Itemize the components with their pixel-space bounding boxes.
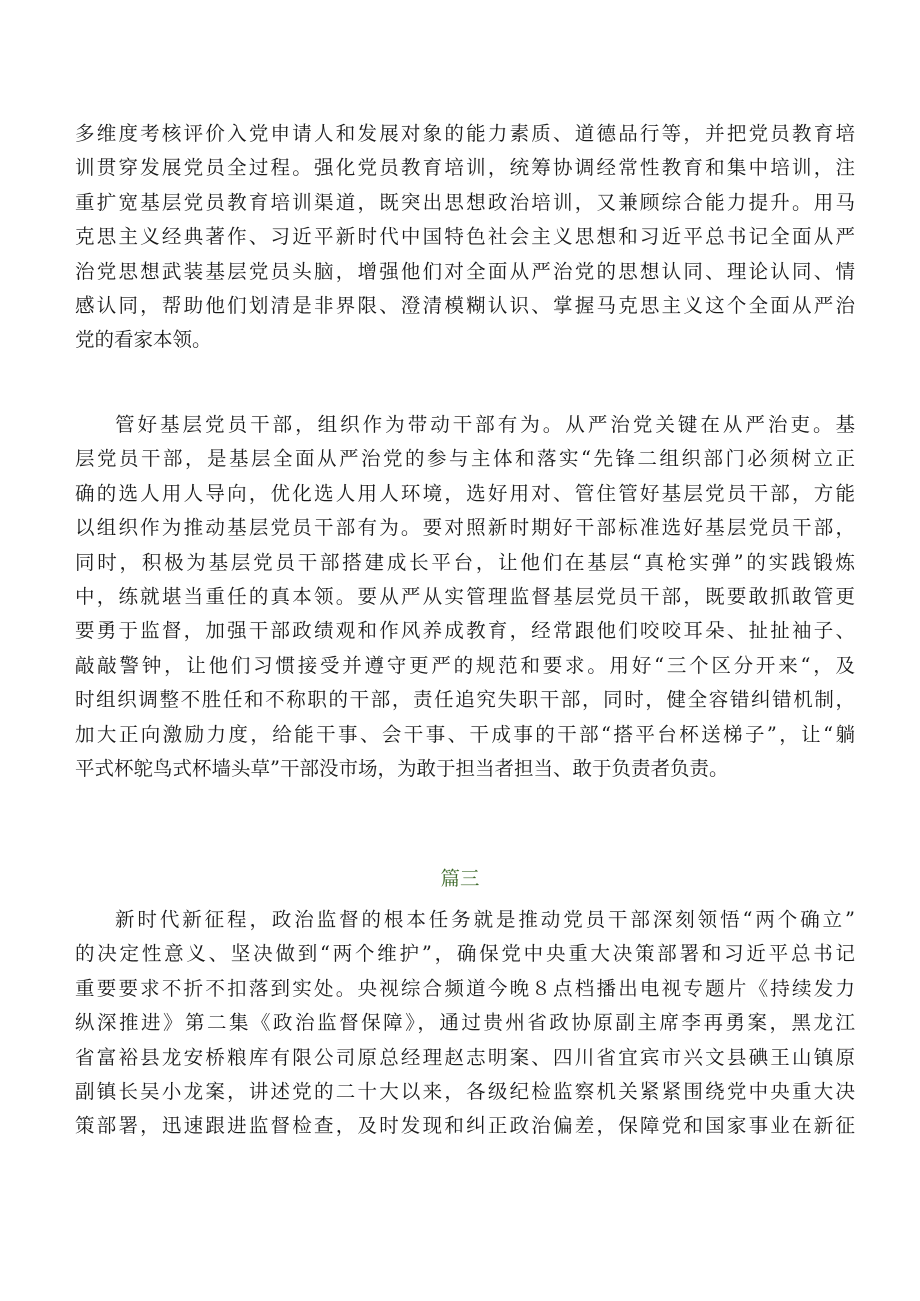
text-line: 以组织作为推动基层党员干部有为。要对照新时期好干部标准选好基层党员干部， (75, 516, 855, 540)
paragraph-party-education (75, 117, 855, 358)
text-line: 加大正向激励力度，给能干事、会干事、干成事的干部“搭平台杯送梯子”，让“躺 (75, 722, 855, 746)
text-line: 中，练就堪当重任的真本领。要从严从实管理监督基层党员干部，既要敢抓敢管更 (75, 584, 855, 608)
text-line: 党的看家本领。 (75, 328, 212, 352)
text-line: 层党员干部，是基层全面从严治党的参与主体和落实“先锋二组织部门必须树立正 (75, 447, 855, 471)
text-line: 纵深推进》第二集《政治监督保障》，通过贵州省政协原副主席李再勇案，黑龙江 (75, 1011, 855, 1035)
paragraph-cadre-management (75, 408, 855, 786)
text-line: 平式杯鸵鸟式杯墙头草”干部没市场，为敢于担当者担当、敢于负责者负责。 (75, 756, 729, 780)
text-line: 确的选人用人导向，优化选人用人环境，选好用对、管住管好基层党员干部，方能 (75, 481, 855, 505)
text-line: 管好基层党员干部，组织作为带动干部有为。从严治党关键在从严治吏。基 (115, 413, 855, 436)
text-line: 治党思想武装基层党员头脑，增强他们对全面从严治党的思想认同、理论认同、情 (75, 259, 855, 283)
text-line: 新时代新征程，政治监督的根本任务就是推动党员干部深刻领悟“两个确立” (115, 908, 855, 931)
text-line: 重要要求不折不扣落到实处。央视综合频道今晚８点档播出电视专题片《持续发力 (75, 976, 855, 1000)
text-line: 训贯穿发展党员全过程。强化党员教育培训，统筹协调经常性教育和集中培训，注 (75, 156, 855, 180)
paragraph-political-supervision (75, 903, 855, 1144)
text-line: 重扩宽基层党员教育培训渠道，既突出思想政治培训，又兼顾综合能力提升。用马 (75, 190, 855, 214)
text-line: 敲敲警钟，让他们习惯接受并遵守更严的规范和要求。用好“三个区分开来“，及 (75, 653, 855, 677)
text-line: 多维度考核评价入党申请人和发展对象的能力素质、道德品行等，并把党员教育培 (75, 122, 855, 145)
text-line: 副镇长吴小龙案，讲述党的二十大以来，各级纪检监察机关紧紧围绕党中央重大决 (75, 1079, 855, 1103)
section-heading: 篇三 (440, 867, 480, 890)
text-line: 克思主义经典著作、习近平新时代中国特色社会主义思想和习近平总书记全面从严 (75, 225, 855, 249)
text-line: 的决定性意义、坚决做到“两个维护”，确保党中央重大决策部署和习近平总书记 (75, 942, 855, 966)
text-line: 时组织调整不胜任和不称职的干部，责任追究失职干部，同时，健全容错纠错机制， (75, 688, 855, 712)
text-line: 省富裕县龙安桥粮库有限公司原总经理赵志明案、四川省宜宾市兴文县碘王山镇原 (75, 1045, 855, 1069)
text-line: 感认同，帮助他们划清是非界限、澄清模糊认识、掌握马克思主义这个全面从严治 (75, 293, 855, 317)
text-line: 要勇于监督，加强干部政绩观和作风养成教育，经常跟他们咬咬耳朵、扯扯袖子、 (75, 619, 855, 643)
text-line: 同时，积极为基层党员干部搭建成长平台，让他们在基层“真枪实弹”的实践锻炼 (75, 550, 855, 574)
text-line: 策部署，迅速跟进监督检查，及时发现和纠正政治偏差，保障党和国家事业在新征 (75, 1114, 855, 1138)
